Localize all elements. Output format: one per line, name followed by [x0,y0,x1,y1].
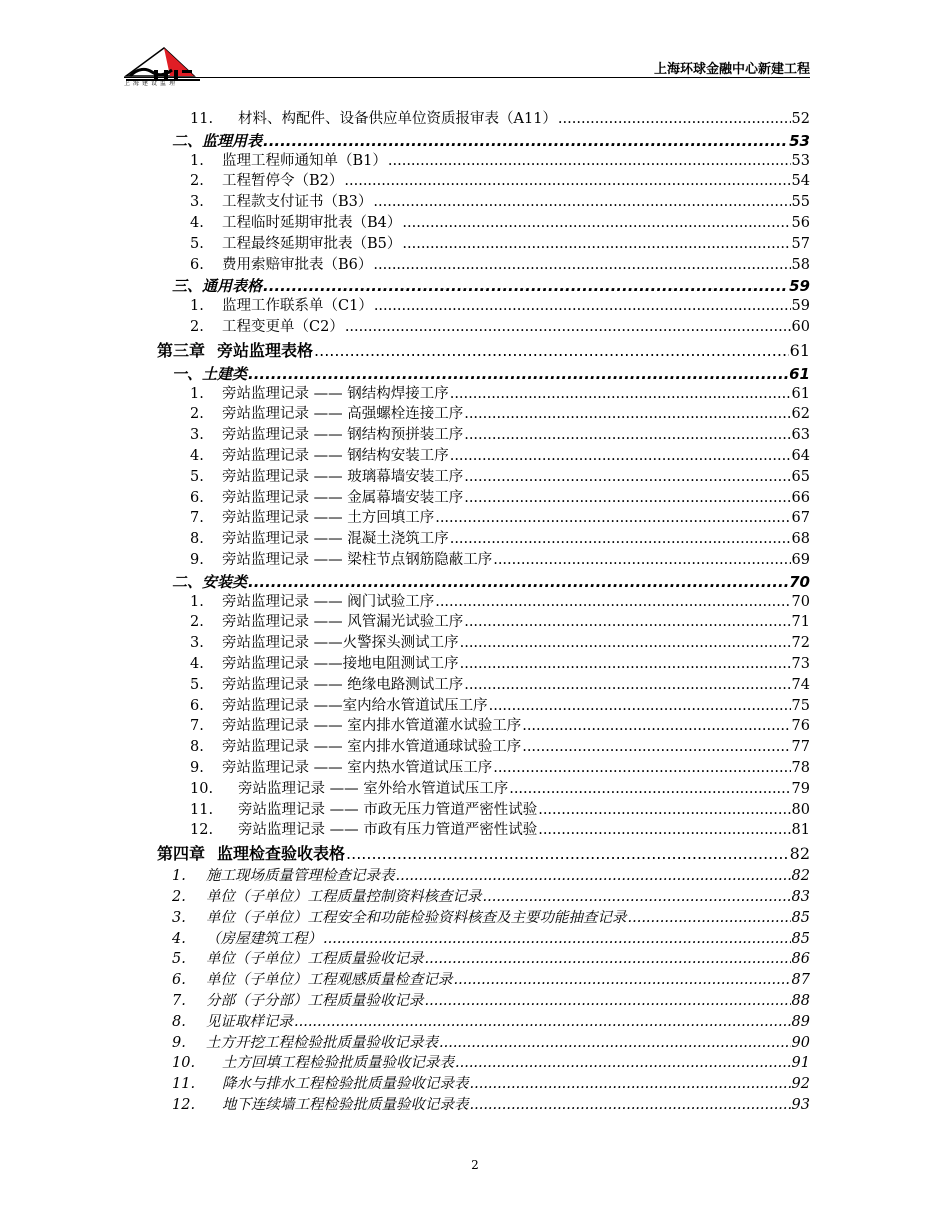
toc-leader-dots [493,758,790,778]
toc-entry[interactable] [190,171,810,191]
toc-leader-dots [522,716,790,736]
toc-entry[interactable] [190,820,810,840]
toc-entry-number: 10. [190,780,214,797]
toc-leader-dots [263,130,788,152]
toc-leader-dots [346,842,789,866]
toc-entry[interactable] [190,317,810,337]
toc-leader-dots [435,592,790,612]
toc-entry-number: 8. [190,739,204,756]
toc-entry[interactable] [190,109,810,129]
toc-leader-dots [373,255,790,275]
toc-entry[interactable] [190,151,810,171]
toc-entry-title: 旁站监理记录 —— 室内热水管道试压工序 [222,760,493,776]
toc-leader-dots [425,949,791,969]
toc-entry-page: 53 [789,131,810,150]
toc-leader-dots [248,571,788,593]
toc-entry-page: 61 [789,364,810,383]
toc-entry-title: 旁站监理记录 ——接地电阻测试工序 [222,656,459,672]
toc-entry-title: 降水与排水工程检验批质量验收记录表 [222,1076,469,1093]
toc-entry-title: 旁站监理记录 —— 阀门试验工序 [222,593,435,610]
toc-entry[interactable] [190,425,810,445]
toc-entry-page: 90 [791,1034,810,1051]
toc-entry-title: 材料、构配件、设备供应单位资质报审表（A11） [238,111,557,127]
company-name: 上海建设监理 [124,80,179,87]
toc-leader-dots [248,363,788,385]
toc-entry[interactable] [190,737,810,757]
toc-entry-number: 2. [172,889,186,905]
toc-entry-title: 旁站监理记录 —— 玻璃幕墙安装工序 [222,468,464,485]
toc-entry-page: 60 [791,319,810,335]
toc-entry-title: 单位（子单位）工程观感质量检查记录 [206,972,453,989]
toc-entry-page: 75 [791,697,810,714]
toc-entry-title: 监理工程师通知单（B1） [222,152,387,169]
toc-entry-title: 旁站监理记录 —— 绝缘电路测试工序 [222,676,464,693]
toc-entry-number: 11. [190,111,214,127]
toc-entry-title: 一、土建类 [172,364,248,383]
toc-entry-title: 旁站监理记录 —— 混凝土浇筑工序 [222,531,449,548]
header-title: 上海环球金融中心新建工程 [653,62,810,77]
toc-entry[interactable] [190,296,810,316]
toc-leader-dots [628,908,791,928]
toc-entry-page: 72 [791,635,810,652]
toc-entry-title: 工程款支付证书（B3） [222,194,373,211]
toc-entry[interactable] [172,908,810,928]
toc-entry-number: 5. [190,676,204,693]
toc-entry[interactable] [172,929,810,949]
toc-leader-dots [439,1033,791,1053]
toc-entry-page: 66 [791,489,810,506]
toc-leader-dots [464,425,790,445]
toc-entry-page: 86 [791,951,810,968]
toc-entry-page: 83 [791,889,810,905]
toc-entry-number: 1. [190,152,204,169]
toc-entry[interactable] [172,970,810,990]
toc-entry-number: 2. [190,614,204,631]
toc-entry[interactable] [172,275,810,297]
toc-leader-dots [483,887,791,907]
toc-entry[interactable] [190,716,810,736]
toc-entry[interactable] [172,866,810,886]
toc-entry-title: 旁站监理记录 —— 风管漏光试验工序 [222,614,464,631]
toc-leader-dots [344,171,790,191]
toc-leader-dots [538,820,790,840]
toc-entry-page: 69 [791,552,810,568]
toc-entry-number: 3. [190,194,204,211]
toc-entry-number: 第四章 [157,844,206,864]
toc-entry[interactable] [172,1095,810,1115]
toc-leader-dots [263,275,788,297]
toc-entry-number: 5. [190,468,204,485]
toc-entry-title: 旁站监理记录 —— 钢结构焊接工序 [222,385,449,402]
toc-entry-number: 4. [172,930,186,947]
toc-entry-page: 62 [791,406,810,423]
toc-entry-page: 78 [791,760,810,776]
toc-entry[interactable] [172,1012,810,1032]
toc-leader-dots [345,317,791,337]
toc-entry-number: 5. [172,951,186,968]
toc-leader-dots [402,234,790,254]
toc-entry-title: 旁站监理表格 [217,340,314,360]
toc-entry-page: 61 [789,340,810,360]
toc-entry-number: 1. [172,868,186,885]
toc-entry-title: 旁站监理记录 —— 钢结构安装工序 [222,448,449,464]
toc-leader-dots [425,991,791,1011]
toc-entry-page: 70 [789,572,810,591]
toc-entry-title: 工程最终延期审批表（B5） [222,235,402,252]
toc-leader-dots [522,737,790,757]
toc-leader-dots [470,1074,791,1094]
toc-entry[interactable] [190,488,810,508]
toc-leader-dots [470,1095,791,1115]
toc-entry-page: 87 [791,972,810,989]
toc-entry-title: 旁站监理记录 —— 室外给水管道试压工序 [238,780,509,797]
toc-entry-title: 旁站监理记录 —— 钢结构预拼装工序 [222,427,464,444]
toc-entry-page: 85 [791,909,810,926]
toc-leader-dots [489,696,791,716]
toc-entry-page: 93 [791,1097,810,1113]
toc-entry-title: 监理检查验收表格 [217,844,346,864]
toc-entry-number: 12. [190,822,214,839]
toc-entry[interactable] [190,508,810,528]
toc-leader-dots [493,550,790,570]
toc-entry-page: 74 [791,676,810,693]
toc-entry[interactable] [190,404,810,424]
toc-entry-number: 1. [190,298,204,315]
toc-entry-page: 89 [791,1013,810,1030]
toc-entry-page: 88 [791,993,810,1009]
toc-entry-number: 6. [190,697,204,714]
toc-entry-number: 9. [190,552,204,568]
toc-entry-page: 53 [791,152,810,169]
toc-entry-title: 旁站监理记录 —— 高强螺栓连接工序 [222,406,464,423]
toc-leader-dots [388,151,791,171]
toc-entry-number: 3. [190,635,204,652]
toc-leader-dots [538,800,790,820]
toc-entry-page: 67 [791,510,810,527]
toc-entry-title: 见证取样记录 [206,1013,293,1030]
toc-entry-number: 5. [190,235,204,252]
toc-entry-page: 91 [791,1055,810,1072]
toc-entry-page: 63 [791,427,810,444]
toc-entry-page: 65 [791,468,810,485]
toc-entry[interactable] [172,571,810,593]
toc-entry[interactable] [157,842,810,866]
toc-entry[interactable] [190,446,810,466]
toc-entry-page: 68 [791,531,810,548]
toc-entry[interactable] [172,949,810,969]
toc-entry-title: 旁站监理记录 —— 金属幕墙安装工序 [222,489,464,506]
toc-entry-number: 9. [172,1034,186,1051]
toc-entry-number: 2. [190,406,204,423]
toc-entry-title: 二、监理用表 [172,131,263,150]
toc-entry-page: 85 [791,930,810,947]
toc-entry[interactable] [172,1033,810,1053]
toc-entry-title: 旁站监理记录 ——室内给水管道试压工序 [222,697,488,714]
toc-entry-page: 80 [791,801,810,818]
toc-entry-number: 7. [190,718,204,735]
toc-entry-number: 7. [172,993,186,1009]
toc-entry-number: 8. [190,531,204,548]
toc-entry-page: 55 [791,194,810,211]
toc-leader-dots [450,529,791,549]
toc-leader-dots [294,1012,791,1032]
toc-leader-dots [373,192,790,212]
toc-entry-page: 59 [789,277,810,296]
toc-leader-dots [323,929,791,949]
toc-entry-number: 6. [172,972,186,989]
toc-leader-dots [464,612,790,632]
page-number: 2 [471,1158,479,1172]
toc-leader-dots [464,675,790,695]
header-divider [124,77,810,78]
toc-entry[interactable] [190,192,810,212]
toc-entry-page: 92 [791,1076,810,1093]
toc-leader-dots [464,488,790,508]
toc-leader-dots [314,339,789,363]
toc-leader-dots [558,109,791,129]
toc-leader-dots [450,384,791,404]
toc-entry-title: 分部（子分部）工程质量验收记录 [206,993,424,1009]
toc-entry-title: 地下连续墙工程检验批质量验收记录表 [222,1097,469,1113]
toc-entry-title: 单位（子单位）工程质量验收记录 [206,951,424,968]
toc-entry-page: 59 [791,298,810,315]
toc-entry-title: 施工现场质量管理检查记录表 [206,868,395,885]
toc-entry[interactable] [190,779,810,799]
toc-entry-title: 监理工作联系单（C1） [222,298,373,315]
toc-entry-page: 56 [791,215,810,231]
toc-leader-dots [402,213,790,233]
toc-entry-title: 旁站监理记录 —— 室内排水管道灌水试验工序 [222,718,522,735]
toc-entry-title: 旁站监理记录 —— 土方回填工序 [222,510,435,527]
toc-entry-number: 4. [190,215,204,231]
toc-entry[interactable] [172,1074,810,1094]
toc-entry-title: 土方回填工程检验批质量验收记录表 [222,1055,454,1072]
toc-entry-number: 2. [190,319,204,335]
toc-entry-number: 10. [172,1055,196,1072]
toc-entry-number: 8. [172,1013,186,1030]
toc-entry-title: 旁站监理记录 ——火警探头测试工序 [222,635,459,652]
toc-entry-number: 2. [190,173,204,190]
toc-entry-number: 4. [190,448,204,464]
toc-entry-title: 三、通用表格 [172,277,263,296]
toc-entry-title: 工程变更单（C2） [222,319,344,335]
toc-entry-title: 旁站监理记录 —— 梁柱节点钢筋隐蔽工序 [222,552,493,568]
toc-entry[interactable] [190,654,810,674]
toc-entry[interactable] [172,887,810,907]
toc-entry-page: 77 [791,739,810,756]
toc-entry[interactable] [190,529,810,549]
toc-entry-page: 73 [791,656,810,672]
toc-entry-page: 57 [791,235,810,252]
toc-entry[interactable] [190,592,810,612]
toc-entry-title: 工程临时延期审批表（B4） [222,215,402,231]
toc-entry-page: 71 [791,614,810,631]
toc-entry-number: 11. [190,801,214,818]
toc-entry[interactable] [190,633,810,653]
toc-entry-page: 58 [791,256,810,273]
toc-entry[interactable] [190,612,810,632]
toc-entry-number: 9. [190,760,204,776]
toc-entry-number: 11. [172,1076,196,1093]
toc-entry-title: 单位（子单位）工程安全和功能检验资料核查及主要功能抽查记录 [206,909,627,926]
toc-entry-number: 6. [190,489,204,506]
toc-entry-title: 土方开挖工程检验批质量验收记录表 [206,1034,438,1051]
toc-entry-page: 54 [791,173,810,190]
toc-entry-title: 旁站监理记录 —— 市政有压力管道严密性试验 [238,822,538,839]
toc-leader-dots [464,467,790,487]
toc-entry[interactable] [190,234,810,254]
toc-entry-title: 工程暂停令（B2） [222,173,344,190]
toc-entry-page: 82 [789,844,810,864]
toc-leader-dots [460,633,791,653]
toc-entry-page: 82 [791,868,810,885]
toc-entry[interactable] [190,384,810,404]
toc-entry-number: 7. [190,510,204,527]
toc-entry[interactable] [172,1053,810,1073]
toc-entry-title: 旁站监理记录 —— 室内排水管道通球试验工序 [222,739,522,756]
toc-entry[interactable] [172,363,810,385]
toc-leader-dots [374,296,791,316]
toc-entry-number: 3. [190,427,204,444]
toc-entry-number: 12. [172,1097,196,1113]
toc-leader-dots [464,404,790,424]
toc-entry-title: 二、安装类 [172,572,248,591]
toc-entry-page: 61 [791,385,810,402]
toc-entry[interactable] [190,550,810,570]
toc-entry-page: 79 [791,780,810,797]
toc-entry[interactable] [172,130,810,152]
toc-entry-number: 3. [172,909,186,926]
toc-entry-number: 1. [190,593,204,610]
toc-leader-dots [455,1053,791,1073]
toc-entry-number: 6. [190,256,204,273]
toc-entry-number: 4. [190,656,204,672]
toc-entry-page: 70 [791,593,810,610]
toc-entry[interactable] [190,696,810,716]
toc-entry-title: 旁站监理记录 —— 市政无压力管道严密性试验 [238,801,538,818]
toc-leader-dots [450,446,791,466]
toc-entry-page: 76 [791,718,810,735]
toc-entry-page: 52 [791,111,810,127]
toc-entry[interactable] [190,800,810,820]
toc-entry[interactable] [190,758,810,778]
toc-entry[interactable] [172,991,810,1011]
toc-entry-title: （房屋建筑工程） [206,930,322,947]
toc-leader-dots [509,779,790,799]
toc-entry-number: 第三章 [157,340,206,360]
toc-entry[interactable] [190,255,810,275]
toc-leader-dots [435,508,790,528]
toc-entry-page: 64 [791,448,810,464]
toc-leader-dots [454,970,791,990]
toc-entry-number: 1. [190,385,204,402]
toc-leader-dots [396,866,791,886]
toc-entry[interactable] [190,675,810,695]
toc-entry[interactable] [190,467,810,487]
toc-leader-dots [460,654,791,674]
toc-entry-title: 费用索赔审批表（B6） [222,256,373,273]
toc-entry-title: 单位（子单位）工程质量控制资料核查记录 [206,889,482,905]
toc-entry[interactable] [157,339,810,363]
toc-entry[interactable] [190,213,810,233]
toc-entry-page: 81 [791,822,810,839]
